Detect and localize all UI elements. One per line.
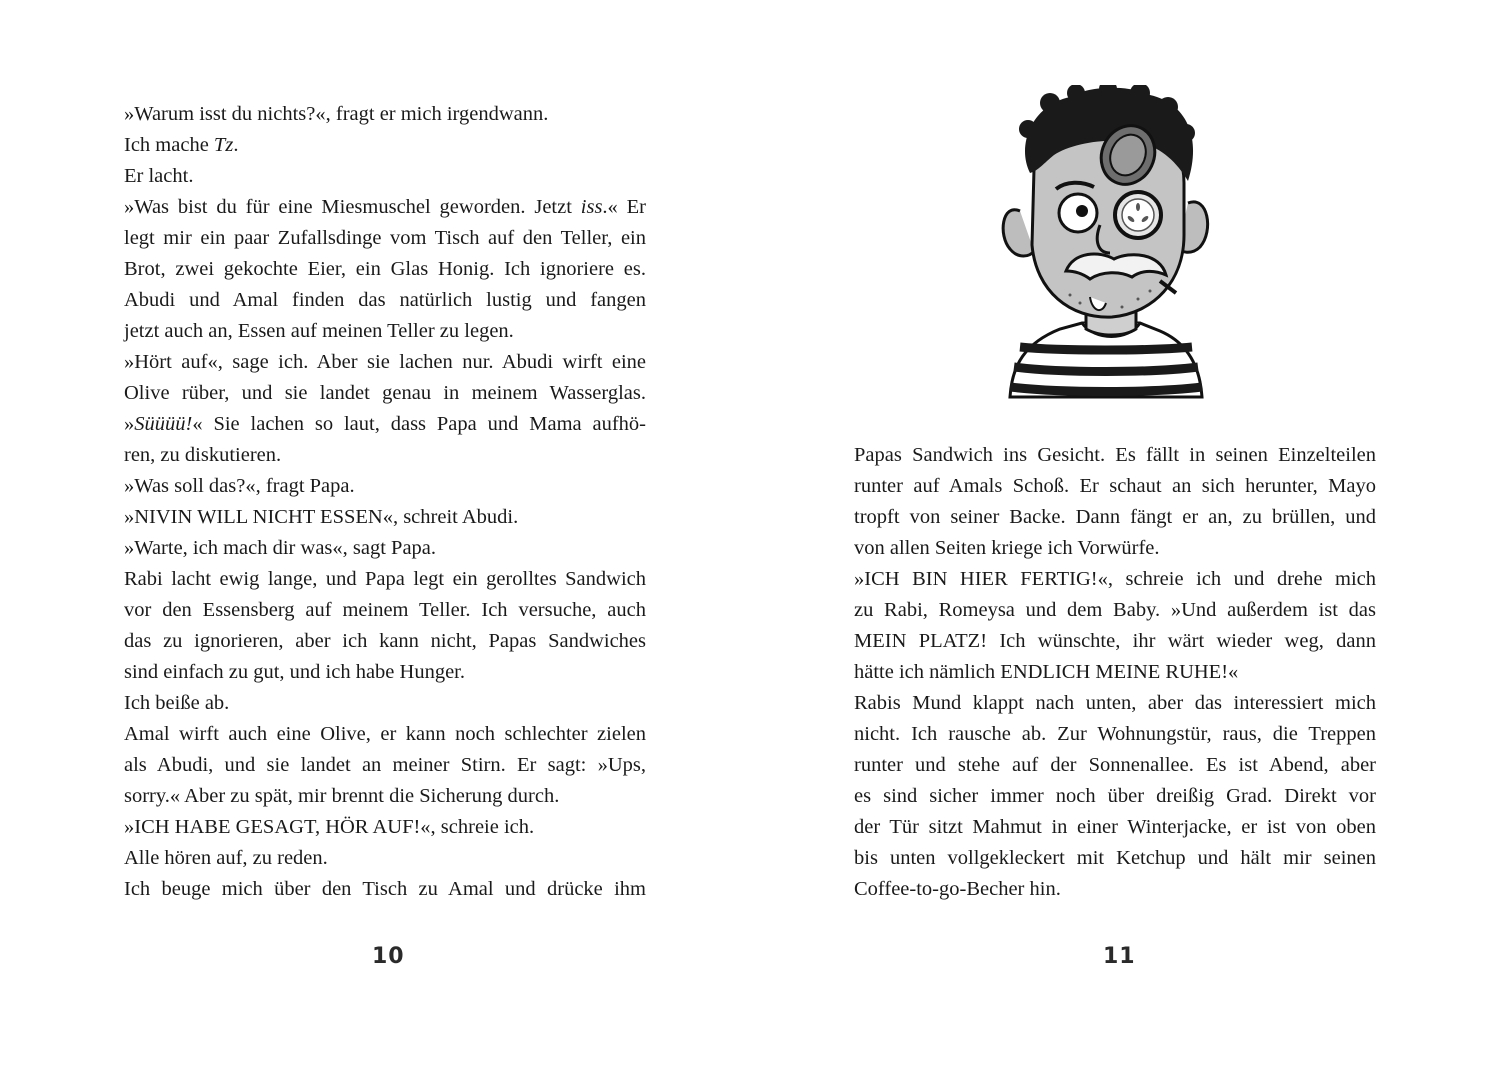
text-line bbox=[124, 316, 646, 347]
text-segment: sind einfach zu gut, und ich habe Hunger. bbox=[124, 661, 466, 683]
text-segment: .« Er bbox=[602, 196, 646, 218]
text-segment: Abudi und Amal finden das natürlich lustig und fangen bbox=[124, 289, 646, 311]
text-segment: ren, zu diskutieren. bbox=[124, 444, 282, 466]
text-segment: Olive rüber, und sie landet genau in meinem Wasserglas. bbox=[124, 382, 646, 404]
text-line bbox=[854, 750, 1376, 781]
text-line bbox=[124, 440, 646, 471]
right-page-text bbox=[854, 440, 1376, 905]
text-line bbox=[854, 595, 1376, 626]
page-number-left: 10 bbox=[372, 944, 405, 969]
text-segment: legt mir ein paar Zufallsdinge vom Tisch auf den Teller, ein bbox=[124, 227, 646, 249]
text-line bbox=[124, 378, 646, 409]
left-page-text bbox=[124, 99, 646, 905]
text-segment: Amal wirft auch eine Olive, er kann noch schlechter zielen bbox=[124, 723, 646, 745]
text-segment: jetzt auch an, Essen auf meinen Teller zu legen. bbox=[124, 320, 514, 342]
text-line bbox=[124, 502, 646, 533]
text-line bbox=[124, 471, 646, 502]
text-line bbox=[854, 874, 1376, 905]
text-segment: Ich beuge mich über den Tisch zu Amal und drücke ihm bbox=[124, 878, 646, 900]
text-segment: . bbox=[233, 134, 239, 156]
text-segment: von allen Seiten kriege ich Vorwürfe. bbox=[854, 537, 1160, 559]
text-segment: bis unten vollgekleckert mit Ketchup und hält mir seinen bbox=[854, 847, 1376, 869]
text-line bbox=[854, 719, 1376, 750]
text-line bbox=[854, 440, 1376, 471]
text-segment: runter und stehe auf der Sonnenallee. Es ist Abend, aber bbox=[854, 754, 1376, 776]
text-segment: das zu ignorieren, aber ich kann nicht, Papas Sandwiches bbox=[124, 630, 646, 652]
text-line bbox=[124, 347, 646, 378]
text-line bbox=[854, 533, 1376, 564]
text-line bbox=[124, 254, 646, 285]
text-segment: der Tür sitzt Mahmut in einer Winterjacke, er ist von oben bbox=[854, 816, 1376, 838]
text-line bbox=[124, 657, 646, 688]
text-line bbox=[124, 161, 646, 192]
text-segment: hätte ich nämlich ENDLICH MEINE RUHE!« bbox=[854, 661, 1239, 683]
text-segment: Er lacht. bbox=[124, 165, 194, 187]
text-segment: MEIN PLATZ! Ich wünschte, ihr wärt wieder weg, dann bbox=[854, 630, 1376, 652]
text-segment: » bbox=[124, 413, 135, 435]
italic-text-segment: iss bbox=[580, 196, 603, 218]
text-segment: »Was bist du für eine Miesmuschel geworden. Jetzt bbox=[124, 196, 581, 218]
text-segment: Rabi lacht ewig lange, und Papa legt ein gerolltes Sandwich bbox=[124, 568, 646, 590]
text-line bbox=[124, 843, 646, 874]
text-line bbox=[124, 595, 646, 626]
text-segment: »Warum isst du nichts?«, fragt er mich irgendwann. bbox=[124, 103, 549, 125]
text-segment: runter auf Amals Schoß. Er schaut an sich herunter, Mayo bbox=[854, 475, 1376, 497]
text-line bbox=[854, 843, 1376, 874]
right-page bbox=[750, 0, 1500, 1086]
text-segment: Brot, zwei gekochte Eier, ein Glas Honig. Ich ignoriere es. bbox=[124, 258, 646, 280]
text-segment: es sind sicher immer noch über dreißig Grad. Direkt vor bbox=[854, 785, 1376, 807]
text-line bbox=[124, 719, 646, 750]
text-line bbox=[124, 223, 646, 254]
italic-text-segment: Süüüü! bbox=[134, 413, 193, 435]
text-line bbox=[854, 688, 1376, 719]
text-line bbox=[854, 781, 1376, 812]
text-line bbox=[124, 781, 646, 812]
text-segment: Papas Sandwich ins Gesicht. Es fällt in seinen Einzelteilen bbox=[854, 444, 1376, 466]
italic-text-segment: Tz bbox=[213, 134, 234, 156]
text-segment: Coffee-to-go-Becher hin. bbox=[854, 878, 1061, 900]
text-line bbox=[124, 192, 646, 223]
text-line bbox=[124, 564, 646, 595]
text-line bbox=[124, 533, 646, 564]
text-segment: nicht. Ich rausche ab. Zur Wohnungstür, raus, die Treppen bbox=[854, 723, 1376, 745]
text-segment: Rabis Mund klappt nach unten, aber das interessiert mich bbox=[854, 692, 1376, 714]
text-segment: « Sie lachen so laut, dass Papa und Mama aufhö- bbox=[192, 413, 646, 435]
text-line bbox=[124, 812, 646, 843]
text-line bbox=[124, 874, 646, 905]
text-segment: sorry.« Aber zu spät, mir brennt die Sicherung durch. bbox=[124, 785, 560, 807]
text-segment: »ICH BIN HIER FERTIG!«, schreie ich und drehe mich bbox=[854, 568, 1376, 590]
text-line bbox=[124, 409, 646, 440]
text-segment: »Was soll das?«, fragt Papa. bbox=[124, 475, 355, 497]
text-line bbox=[124, 626, 646, 657]
text-line bbox=[854, 626, 1376, 657]
text-line bbox=[854, 657, 1376, 688]
text-segment: »Hört auf«, sage ich. Aber sie lachen nur. Abudi wirft eine bbox=[124, 351, 646, 373]
text-line bbox=[854, 471, 1376, 502]
text-segment: als Abudi, und sie landet an meiner Stirn. Er sagt: »Ups, bbox=[124, 754, 646, 776]
page-number-right: 11 bbox=[1103, 944, 1136, 969]
text-line bbox=[854, 812, 1376, 843]
text-segment: tropft von seiner Backe. Dann fängt er an, zu brüllen, und bbox=[854, 506, 1376, 528]
text-line bbox=[124, 99, 646, 130]
text-segment: »NIVIN WILL NICHT ESSEN«, schreit Abudi. bbox=[124, 506, 519, 528]
text-line bbox=[124, 750, 646, 781]
text-segment: Alle hören auf, zu reden. bbox=[124, 847, 328, 869]
boy-illustration-icon bbox=[990, 85, 1220, 415]
text-segment: zu Rabi, Romeysa und dem Baby. »Und außerdem ist das bbox=[854, 599, 1376, 621]
text-segment: vor den Essensberg auf meinem Teller. Ich versuche, auch bbox=[124, 599, 646, 621]
text-line bbox=[854, 564, 1376, 595]
text-line bbox=[854, 502, 1376, 533]
text-segment: »ICH HABE GESAGT, HÖR AUF!«, schreie ich. bbox=[124, 816, 535, 838]
text-segment: Ich beiße ab. bbox=[124, 692, 230, 714]
text-segment: »Warte, ich mach dir was«, sagt Papa. bbox=[124, 537, 437, 559]
text-segment: Ich mache bbox=[124, 134, 214, 156]
text-line bbox=[124, 130, 646, 161]
text-line bbox=[124, 285, 646, 316]
text-line bbox=[124, 688, 646, 719]
